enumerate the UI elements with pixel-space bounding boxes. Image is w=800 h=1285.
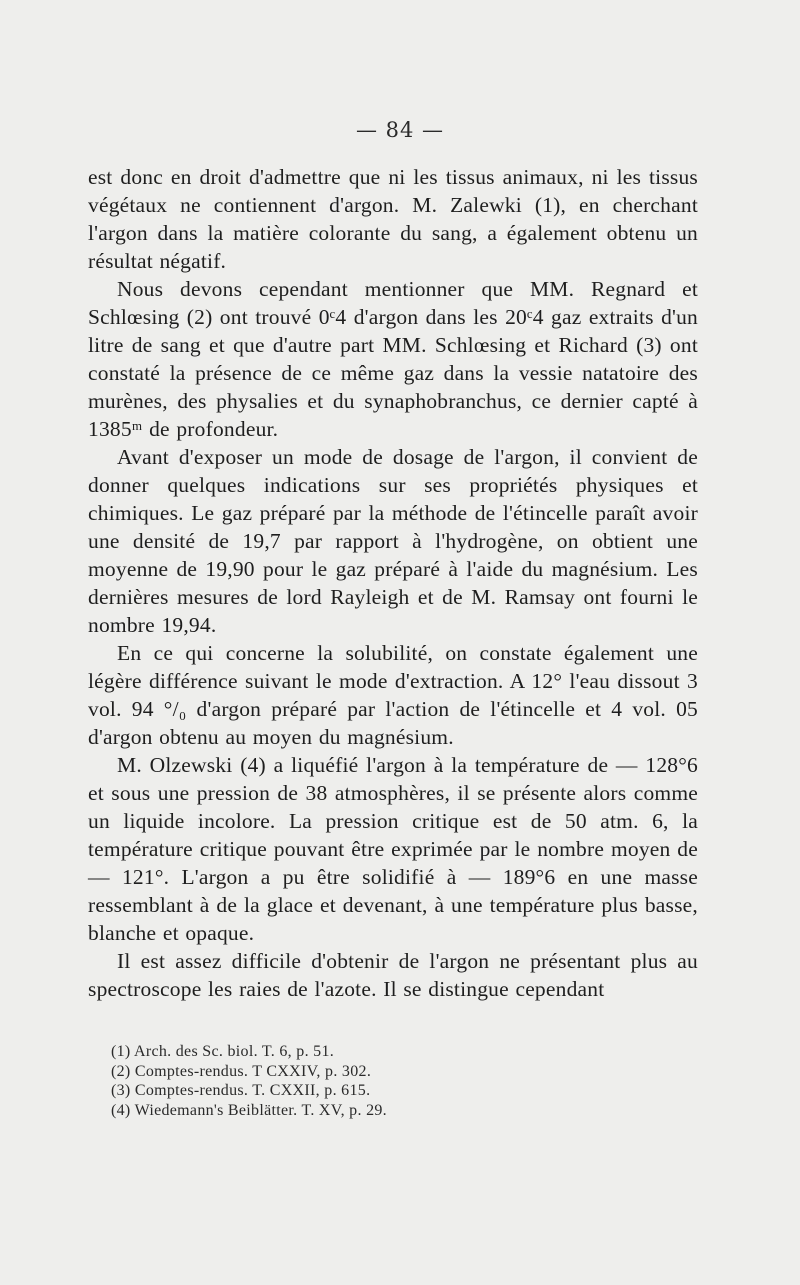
- footnote-4: (4) Wiedemann's Beiblätter. T. XV, p. 29.: [111, 1101, 387, 1119]
- page-number: — 84 —: [355, 118, 445, 142]
- footnote-1: (1) Arch. des Sc. biol. T. 6, p. 51.: [111, 1043, 335, 1060]
- footnote-2: (2) Comptes-rendus. T CXXIV, p. 302.: [111, 1062, 372, 1080]
- paragraph-liquefaction: M. Olzewski (4) a liquéfié l'argon à la température de — 128°6 et sous une pression de 38 atmosphères, il se présente alors comme un liquide incolore. La pression critique est de 50 atm. 6, la température critique pouvant être exprimée par le nombre moyen de — 121°. L'argon a pu être solidifié à — 189°6 en une masse ressemblant à de la glace et devenant, à une température plus basse, blanche et opaque.: [88, 753, 698, 945]
- paragraph-argon-density: Avant d'exposer un mode de dosage de l'argon, il convient de donner quelques indications sur ses propriétés physiques et chimiques. Le gaz préparé par la méthode de l'étincelle paraît avoir une densité de 19,7 par rapport à l'hydrogène, on obtient une moyenne de 19,90 pour le gaz préparé à l'aide du magnésium. Les dernières mesures de lord Rayleigh et de M. Ramsay ont fourni le nombre 19,94.: [88, 445, 698, 637]
- body-text: [88, 163, 698, 1003]
- paragraph-regnard-schloesing: Nous devons cependant mentionner que MM. Regnard et Schlœsing (2) ont trouvé 0ᶜ4 d'argon dans les 20ᶜ4 gaz extraits d'un litre de sang et que d'autre part MM. Schlœsing et Richard (3) ont constaté la présence de ce même gaz dans la vessie natatoire des murènes, des physalies et du synaphobranchus, ce dernier capté à 1385ᵐ de profondeur.: [88, 277, 698, 441]
- footnotes: [111, 1042, 671, 1120]
- paragraph-solubility: En ce qui concerne la solubilité, on constate également une légère différence suivant le mode d'extraction. A 12° l'eau dissout 3 vol. 94 °/₀ d'argon préparé par l'action de l'étincelle et 4 vol. 05 d'argon obtenu au moyen du magnésium.: [88, 641, 698, 749]
- paragraph-spectroscope: Il est assez difficile d'obtenir de l'argon ne présentant plus au spectroscope les raies de l'azote. Il se distingue cependant: [88, 949, 698, 1001]
- footnote-3: (3) Comptes-rendus. T. CXXII, p. 615.: [111, 1082, 371, 1099]
- paragraph-continuation: est donc en droit d'admettre que ni les tissus animaux, ni les tissus végétaux ne contiennent d'argon. M. Zalewki (1), en cherchant l'argon dans la matière colorante du sang, a également obtenu un résultat négatif.: [88, 165, 698, 273]
